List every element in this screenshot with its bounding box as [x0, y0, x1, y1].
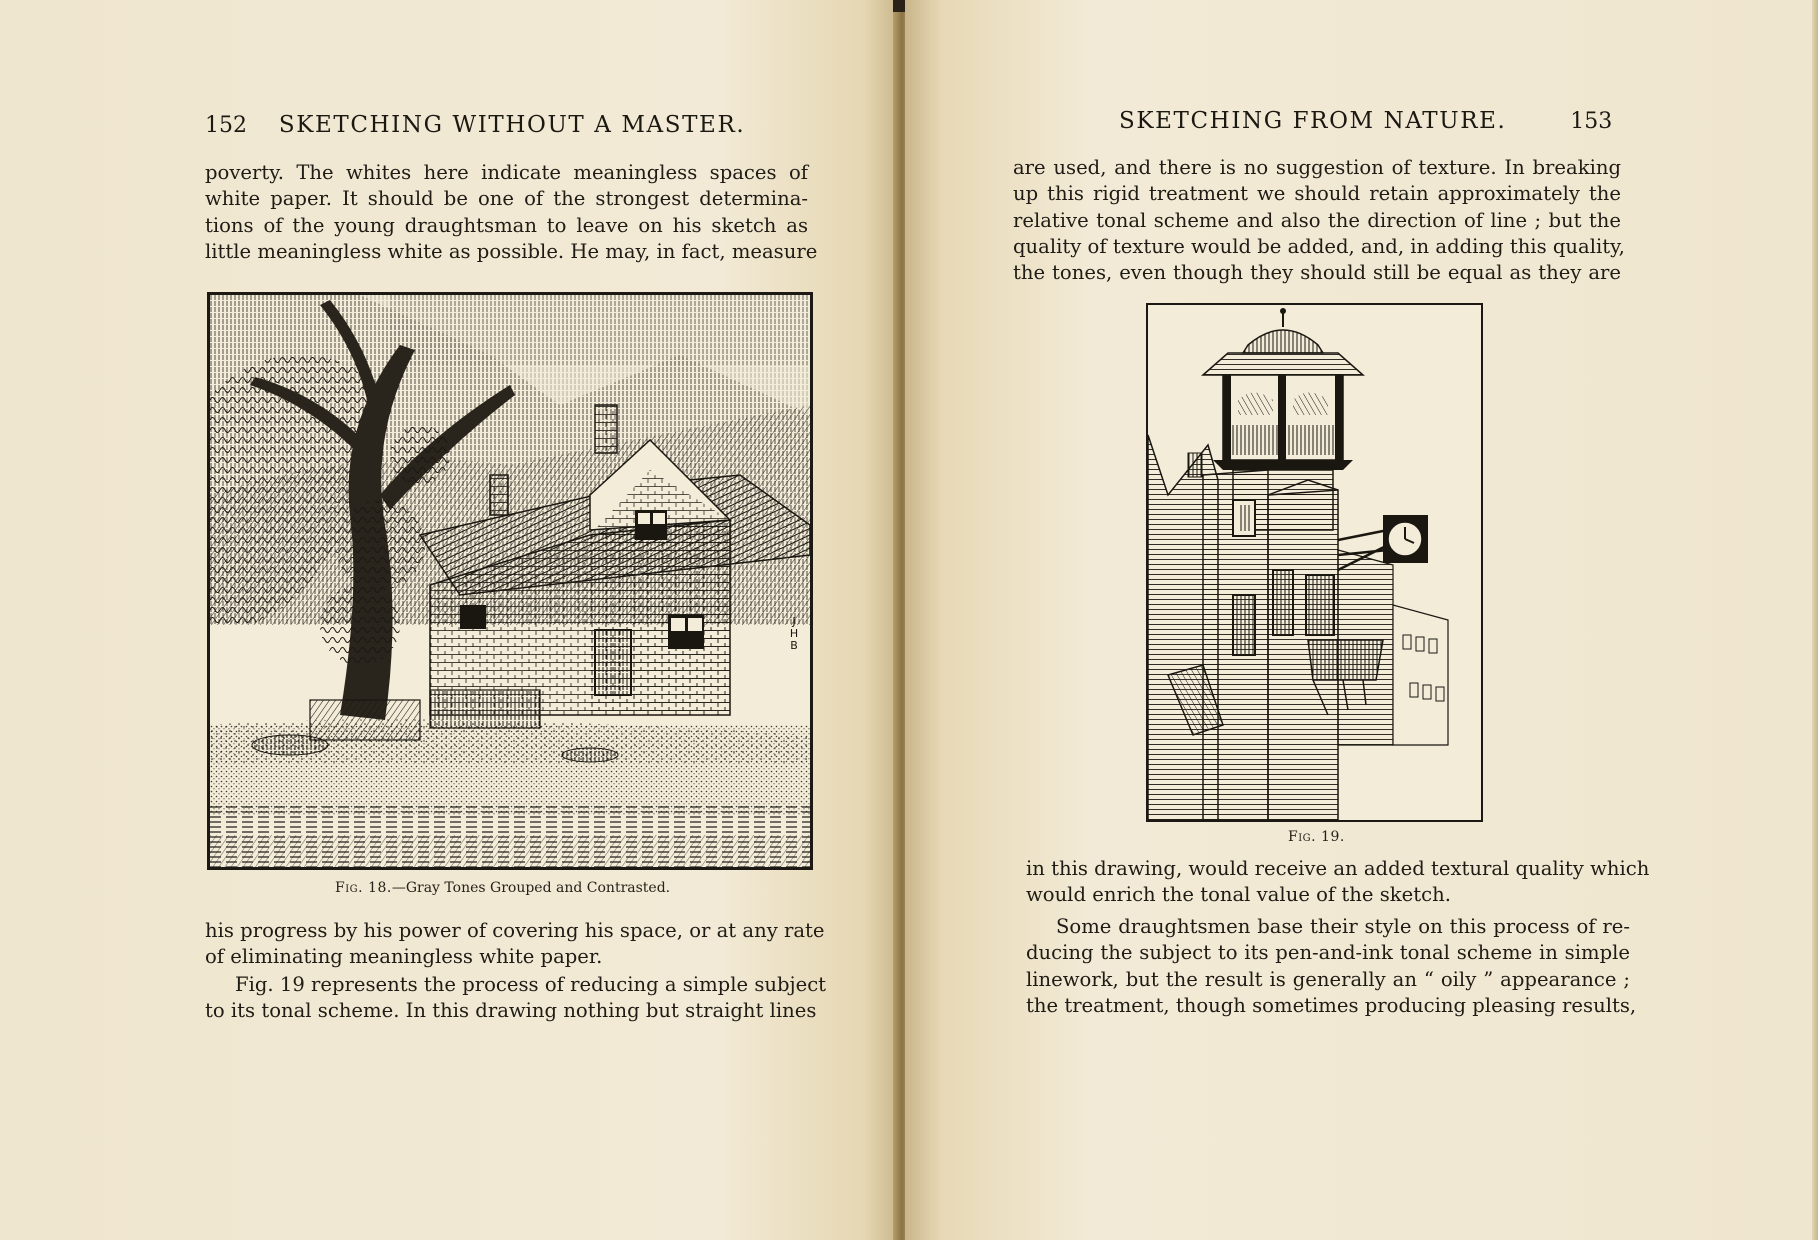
right-paragraph-bottom-2 — [1026, 914, 1637, 1019]
right-folio: 153 — [1570, 109, 1613, 134]
text-line: are used, and there is no suggestion of texture. In breaking — [1013, 156, 1621, 179]
figure-18-illustration — [207, 292, 813, 870]
figure-18-caption-text: —Gray Tones Grouped and Contrasted. — [391, 880, 671, 896]
text-line: quality of texture would be added, and, in adding this quality, — [1013, 234, 1625, 258]
figure-18-label: Fig. 18. — [335, 880, 392, 896]
right-page — [905, 0, 1818, 1240]
left-page — [0, 0, 900, 1240]
text-line: Fig. 19 represents the process of reducing a simple subject — [235, 973, 827, 996]
svg-text:B: B — [790, 639, 798, 652]
left-running-head: SKETCHING WITHOUT A MASTER. — [278, 112, 746, 138]
text-line: the tones, even though they should still be equal as they are — [1013, 261, 1621, 285]
clocktower-drawing — [1148, 305, 1481, 820]
svg-text:H: H — [789, 627, 799, 640]
text-line: Some draughtsmen base their style on this process of re- — [1056, 915, 1630, 938]
text-line: linework, but the result is generally an “ oily ” appearance ; — [1026, 967, 1630, 991]
left-folio: 152 — [205, 113, 247, 138]
text-line: of eliminating meaningless white paper. — [205, 945, 603, 969]
left-running-head-row — [205, 112, 745, 138]
figure-18-caption — [335, 880, 670, 896]
cottage-drawing — [210, 295, 810, 867]
right-running-head: SKETCHING FROM NATURE. — [1119, 108, 1507, 134]
text-line: to its tonal scheme. In this drawing nothing but straight lines — [205, 999, 817, 1023]
figure-19-caption — [1288, 829, 1345, 845]
text-line: white paper. It should be one of the strongest determina- — [205, 187, 808, 211]
text-line: little meaningless white as possible. He may, in fact, measure — [205, 239, 818, 263]
right-paragraph-top — [1013, 155, 1625, 286]
page-edge — [1812, 0, 1818, 1240]
text-line: poverty. The whites here indicate meaningless spaces of — [205, 161, 808, 184]
text-line: relative tonal scheme and also the direction of line ; but the — [1013, 208, 1621, 232]
right-running-head-row — [1119, 108, 1612, 134]
figure-19-label: Fig. 19. — [1288, 829, 1345, 845]
text-line: the treatment, though sometimes producing pleasing results, — [1026, 993, 1637, 1017]
text-line: would enrich the tonal value of the sketch. — [1026, 883, 1451, 907]
text-line: ducing the subject to its pen-and-ink tonal scheme in simple — [1026, 941, 1630, 965]
figure-monogram: J — [792, 615, 796, 628]
text-line: tions of the young draughtsman to leave on his sketch as — [205, 213, 808, 237]
text-line: his progress by his power of covering his space, or at any rate — [205, 919, 825, 942]
text-line: in this drawing, would receive an added textural quality which — [1026, 857, 1650, 880]
left-paragraph-bottom-2 — [205, 972, 827, 1025]
left-paragraph-top — [205, 160, 818, 265]
right-paragraph-bottom-1 — [1026, 856, 1650, 909]
text-line: up this rigid treatment we should retain approximately the — [1013, 182, 1621, 206]
figure-19-illustration — [1146, 303, 1483, 822]
left-paragraph-bottom-1 — [205, 918, 825, 971]
